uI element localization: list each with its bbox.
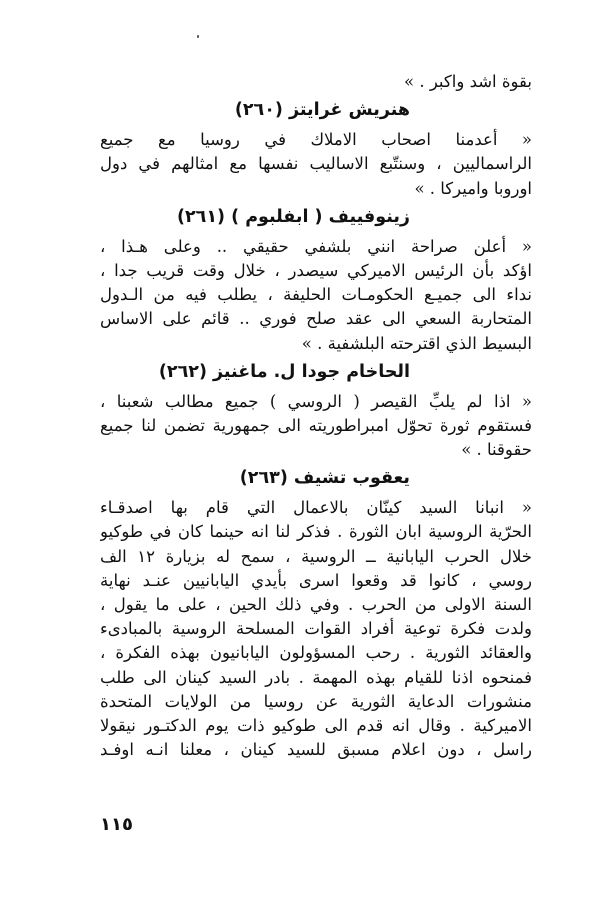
text-line: « انبانا السيد كينّان بالاعمال التي قام بها اصدقـاء (100, 498, 532, 518)
text-line: منشورات الدعاية الثورية عن روسيا من الولايات المتحدة (100, 691, 532, 711)
text-line: اؤكد بأن الرئيس الاميركي سيصدر ، خلال وقت قريب جدا ، (100, 260, 532, 280)
text-line: الراسماليين ، وسنتّبع الاساليب نفسها مع امثالهم في دول (100, 154, 532, 174)
page-number: ١١٥ (100, 814, 133, 835)
section-heading: زينوفييف ( ابفلبوم ) (٢٦١) (176, 206, 410, 227)
text-line: البسيط الذي اقترحته البلشفية . » (301, 333, 532, 353)
text-line: راسل ، دون اعلام مسبق للسيد كينان ، معلنا انـه اوفـد (100, 740, 532, 760)
text-line: نداء الى جميـع الحكومـات الحليفة ، يطلب فيه من الـدول (100, 285, 532, 305)
text-line: الحرّية الروسية ابان الثورة . فذكر لنا انه حينما كان في طوكيو (100, 522, 532, 542)
section-heading: الحاخام جودا ل. ماغنيز (٢٦٢) (158, 361, 410, 382)
text-line: المتحاربة السعي الى عقد صلح فوري .. قائم على الاساس (100, 309, 532, 329)
text-line: السنة الاولى من الحرب . وفي ذلك الحين ، على ما يقول ، (100, 595, 532, 614)
text-line: خلال الحرب اليابانية ــ الروسية ، سمح له بزيارة ١٢ الف (100, 546, 532, 566)
section-continuation (100, 70, 532, 94)
text-line: « أُعلن صراحة انني بلشفي حقيقي .. وعلى هـذا ، (100, 236, 532, 256)
text-line: اوروبا واميركا . » (414, 178, 532, 198)
section-zinoviev (100, 205, 532, 356)
text-line: بقوة اشد واكبر . » (404, 72, 532, 91)
scan-speck (197, 35, 199, 38)
text-line: فستقوم ثورة تحوّل امبراطوريته الى جمهورية تضمن لنا جميع (100, 415, 532, 435)
section-heading: يعقوب تشيف (٢٦٣) (239, 468, 410, 489)
text-line: والعقائد الثورية . رحب المسؤولون اليابانيون بهذه الفكرة ، (100, 643, 532, 663)
text-line: « اذا لم يلبِّ القيصر ( الروسي ) جميع مطالب شعبنا ، (100, 391, 532, 411)
section-graetz (100, 98, 532, 201)
section-magnes (100, 360, 532, 463)
text-line: روسي ، كانوا قد وقعوا اسرى بأيدي اليابانيين عنـد نهاية (100, 570, 532, 590)
text-line: فمنحوه اذنا للقيام بهذه المهمة . بادر السيد كينان الى طلب (100, 667, 532, 687)
text-line: « أعدمنا اصحاب الاملاك في روسيا مع جميع (100, 130, 532, 150)
section-schiff (100, 466, 532, 762)
text-line: الاميركية . وقال انه قدم الى طوكيو ذات يوم الدكتـور نيقولا (100, 715, 532, 735)
text-line: حقوقنا . » (461, 440, 532, 460)
section-heading: هنريش غرايتز (٢٦٠) (234, 100, 410, 121)
text-line: ولدت فكرة توعية أفراد القوات المسلحة الروسية بالمبادىء (100, 619, 532, 639)
text-column (100, 70, 532, 762)
